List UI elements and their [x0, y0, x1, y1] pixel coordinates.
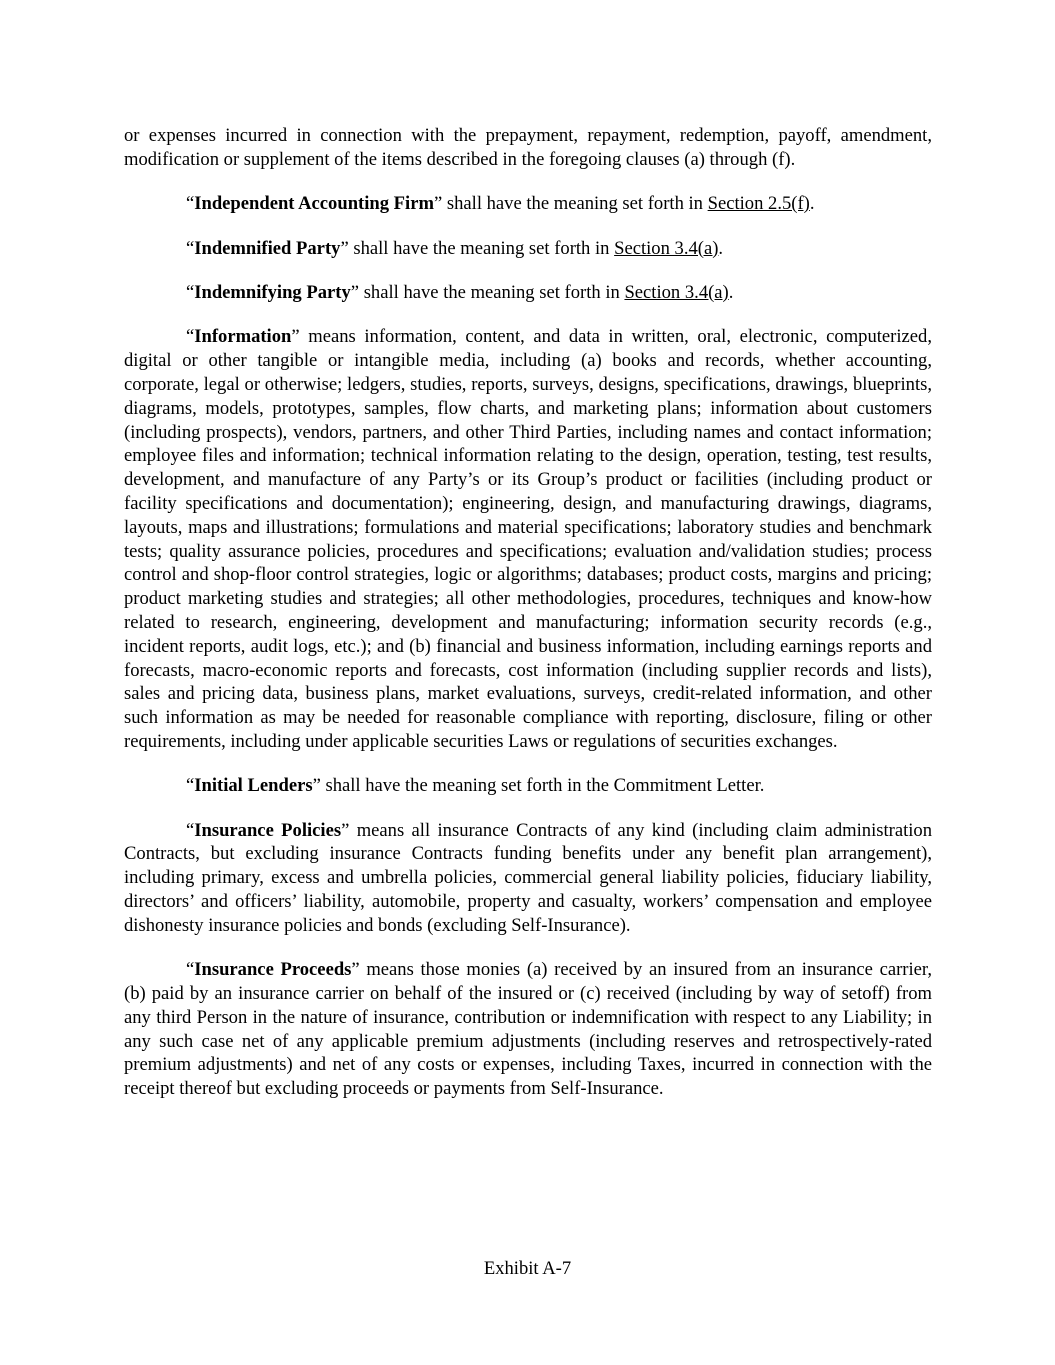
section-reference-link[interactable]: Section 3.4(a): [624, 281, 729, 303]
open-quote: “: [186, 237, 195, 259]
page-number-label: Exhibit A-7: [483, 1258, 572, 1279]
definition-information: [124, 325, 932, 753]
defined-term: Insurance Policies: [194, 819, 342, 841]
definition-text: means information, content, and data in written, oral, electronic, computerized, digital or other tangible or intangible media, including (a) books and records, whether accounting, corporate, legal or otherwise; ledgers, studies, reports, surveys, designs, specifications, drawings, blueprints, diagrams, models, prototypes, samples, flow charts, and marketing plans; information about customers (including prospects), vendors, partners, and other Third Parties, including names and contact information; employee files and information; technical information relating to the design, operation, testing, test results, development, and manufacture of any Party’s or its Group’s product or facilities (including product or facility specifications and documentation); engineering, design, and manufacturing drawings, diagrams, layouts, maps and illustrations; formulations and material specifications; laboratory studies and benchmark tests; quality assurance policies, procedures and specifications; evaluation and/validation studies; process control and shop-floor control strategies, logic or algorithms; databases; product costs, margins and pricing; product marketing studies and strategies; all other methodologies, procedures, techniques and know-how related to research, engineering, development and manufacturing; information security records (e.g., incident reports, audit logs, etc.); and (b) financial and business information, including earnings reports and forecasts, macro-economic reports and forecasts, cost information (including supplier records and lists), sales and pricing data, business plans, market evaluations, surveys, credit-related information, and other such information as may be needed for reasonable compliance with reporting, disclosure, filing or other requirements, including under applicable securities Laws or regulations of securities exchanges.: [124, 326, 932, 752]
close-quote: ”: [433, 193, 443, 215]
definition-text: means those monies (a) received by an insured from an insurance carrier, (b) paid by an insurance carrier on behalf of the insured or (c) received (including by way of setoff) from any third Person in the nature of insurance, contribution or indemnification with respect to any Liability; in any such case net of any applicable premium adjustments (including reserves and retrospectively-rated premium adjustments) and net of any costs or expenses, including Taxes, incurred in connection with the receipt thereof but excluding proceeds or payments from Self-Insurance.: [124, 959, 933, 1100]
close-quote: ”: [340, 237, 349, 259]
open-quote: “: [186, 775, 195, 797]
definition-end: .: [809, 193, 815, 215]
open-quote: “: [186, 281, 195, 303]
defined-term: Independent Accounting Firm: [194, 193, 434, 215]
defined-term: Insurance Proceeds: [194, 959, 352, 981]
definition-text: shall have the meaning set forth in the Commitment Letter.: [320, 775, 765, 797]
open-quote: “: [186, 819, 195, 841]
close-quote: ”: [351, 959, 360, 981]
defined-term: Information: [194, 326, 292, 348]
definition-indemnified-party: [124, 237, 932, 261]
page-footer: [0, 1257, 1055, 1280]
defined-term: Indemnified Party: [194, 237, 341, 259]
document-body: [124, 124, 932, 1122]
definition-text: shall have the meaning set forth in: [348, 237, 615, 259]
paragraph-text: or expenses incurred in connection with the prepayment, repayment, redemption, payoff, amendment, modification or supplement of the items described in the foregoing clauses (a) through (f).: [124, 125, 932, 170]
continuation-paragraph: [124, 124, 932, 172]
definition-end: .: [718, 237, 724, 259]
section-reference-link[interactable]: Section 3.4(a): [614, 237, 719, 259]
close-quote: ”: [312, 775, 321, 797]
definition-text: shall have the meaning set forth in: [442, 193, 708, 215]
open-quote: “: [186, 959, 195, 981]
close-quote: ”: [291, 326, 300, 348]
defined-term: Initial Lenders: [194, 775, 313, 797]
definition-initial-lenders: [124, 774, 932, 798]
open-quote: “: [186, 193, 195, 215]
definition-text: shall have the meaning set forth in: [359, 281, 625, 303]
definition-independent-accounting-firm: [124, 192, 932, 216]
definition-end: .: [728, 281, 734, 303]
open-quote: “: [186, 326, 195, 348]
close-quote: ”: [341, 819, 350, 841]
definition-insurance-policies: [124, 819, 932, 938]
defined-term: Indemnifying Party: [194, 281, 351, 303]
section-reference-link[interactable]: Section 2.5(f): [707, 193, 810, 215]
definition-insurance-proceeds: [124, 958, 932, 1101]
definition-text: means all insurance Contracts of any kind (including claim administration Contracts, but excluding insurance Contracts funding benefits under any benefit plan arrangement), including primary, excess and umbrella policies, commercial general liability policies, fiduciary liability, directors’ and officers’ liability, automobile, property and casualty, workers’ compensation and employee dishonesty insurance policies and bonds (excluding Self-Insurance).: [124, 819, 933, 936]
definition-indemnifying-party: [124, 281, 932, 305]
close-quote: ”: [350, 281, 360, 303]
